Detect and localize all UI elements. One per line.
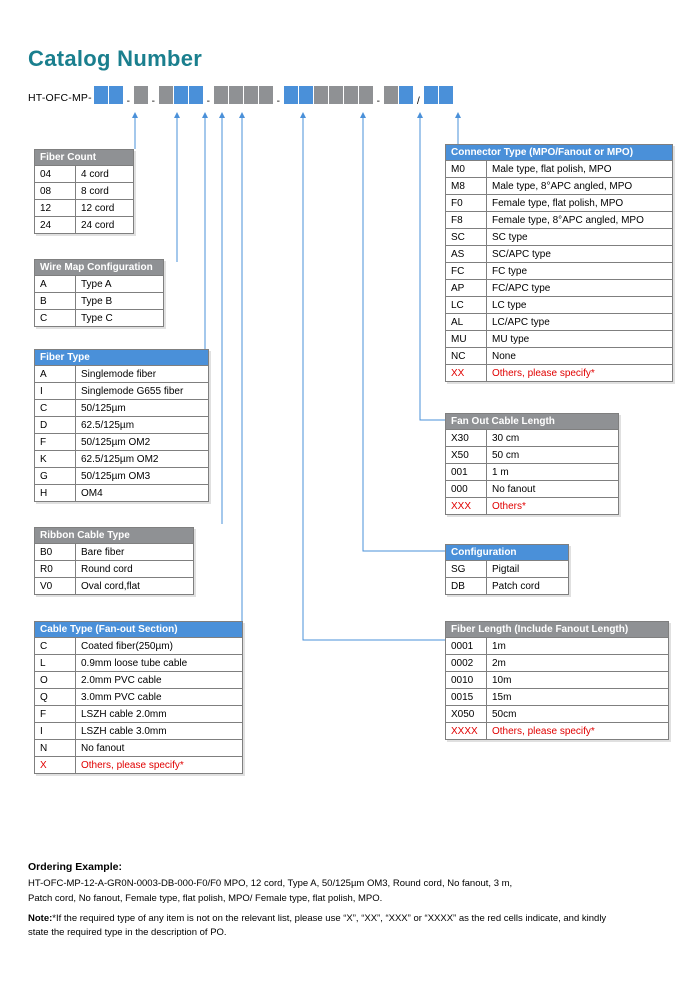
row-description: None bbox=[487, 348, 673, 365]
row-description: Type C bbox=[76, 310, 164, 327]
code-segment-7-blue bbox=[189, 86, 203, 104]
table-row bbox=[35, 166, 134, 183]
table-fiber-count bbox=[34, 149, 134, 234]
row-code: R0 bbox=[35, 561, 76, 578]
table-row bbox=[446, 689, 669, 706]
code-segment-2-dash: - bbox=[126, 95, 130, 107]
code-segment-21-gray bbox=[384, 86, 398, 104]
row-code: B bbox=[35, 293, 76, 310]
row-code: C bbox=[35, 310, 76, 327]
table-header-wire-map: Wire Map Configuration bbox=[35, 260, 164, 276]
row-description: Male type, flat polish, MPO bbox=[487, 161, 673, 178]
code-segment-13-dash: - bbox=[276, 95, 280, 107]
row-description: FC type bbox=[487, 263, 673, 280]
table-body-configuration bbox=[446, 561, 569, 595]
table-row bbox=[35, 434, 209, 451]
row-description: 3.0mm PVC cable bbox=[76, 689, 243, 706]
table-body-wire-map bbox=[35, 276, 164, 327]
row-code: I bbox=[35, 383, 76, 400]
code-segment-22-blue bbox=[399, 86, 413, 104]
table-row bbox=[446, 447, 619, 464]
row-code: F bbox=[35, 706, 76, 723]
table-body-fiber-count bbox=[35, 166, 134, 234]
row-description: 50/125µm bbox=[76, 400, 209, 417]
table-row bbox=[446, 578, 569, 595]
row-description: 50/125µm OM3 bbox=[76, 468, 209, 485]
row-code: LC bbox=[446, 297, 487, 314]
code-segment-4-dash: - bbox=[151, 95, 155, 107]
row-description: Round cord bbox=[76, 561, 194, 578]
row-description: 1m bbox=[487, 638, 669, 655]
table-row bbox=[35, 655, 243, 672]
table-row bbox=[35, 544, 194, 561]
table-row bbox=[35, 400, 209, 417]
code-segment-10-gray bbox=[229, 86, 243, 104]
code-segment-25-blue bbox=[439, 86, 453, 104]
row-description: SC type bbox=[487, 229, 673, 246]
row-description: 30 cm bbox=[487, 430, 619, 447]
note-text-1: *If the required type of any item is not on the relevant list, please use “X”, “XX”, “XXX” or “XXXX” as the red cells indicate, and kindly bbox=[52, 913, 607, 924]
row-description: 50 cm bbox=[487, 447, 619, 464]
row-code: D bbox=[35, 417, 76, 434]
table-row bbox=[446, 263, 673, 280]
row-code: F0 bbox=[446, 195, 487, 212]
table-row bbox=[35, 451, 209, 468]
row-description: 0.9mm loose tube cable bbox=[76, 655, 243, 672]
row-code: X bbox=[35, 757, 76, 774]
table-row bbox=[446, 297, 673, 314]
row-code: C bbox=[35, 400, 76, 417]
table-row bbox=[446, 561, 569, 578]
row-code: AL bbox=[446, 314, 487, 331]
code-prefix: HT-OFC-MP- bbox=[28, 92, 92, 104]
table-row bbox=[35, 468, 209, 485]
row-code: SG bbox=[446, 561, 487, 578]
row-description: LC/APC type bbox=[487, 314, 673, 331]
row-code: XXXX bbox=[446, 723, 487, 740]
row-code: NC bbox=[446, 348, 487, 365]
table-row bbox=[446, 161, 673, 178]
row-code: 000 bbox=[446, 481, 487, 498]
table-row bbox=[35, 366, 209, 383]
code-segment-6-blue bbox=[174, 86, 188, 104]
note-line-2: state the required type in the description of PO. bbox=[28, 927, 227, 938]
ordering-example-title: Ordering Example: bbox=[28, 861, 122, 873]
table-row bbox=[446, 723, 669, 740]
row-code: DB bbox=[446, 578, 487, 595]
code-segment-8-dash: - bbox=[206, 95, 210, 107]
row-code: XXX bbox=[446, 498, 487, 515]
table-row bbox=[35, 561, 194, 578]
code-segment-23-slash: / bbox=[416, 95, 420, 107]
table-body-fan-out-length bbox=[446, 430, 619, 515]
row-description: Type A bbox=[76, 276, 164, 293]
row-code: 08 bbox=[35, 183, 76, 200]
table-row bbox=[35, 689, 243, 706]
row-code: 0001 bbox=[446, 638, 487, 655]
code-segment-19-gray bbox=[359, 86, 373, 104]
table-row bbox=[35, 723, 243, 740]
row-code: H bbox=[35, 485, 76, 502]
table-row bbox=[35, 200, 134, 217]
table-row bbox=[446, 655, 669, 672]
code-segment-20-dash: - bbox=[376, 95, 380, 107]
table-row bbox=[35, 740, 243, 757]
table-row bbox=[446, 246, 673, 263]
row-code: 24 bbox=[35, 217, 76, 234]
row-code: 04 bbox=[35, 166, 76, 183]
row-description: Singlemode G655 fiber bbox=[76, 383, 209, 400]
code-segments bbox=[94, 86, 454, 111]
row-description: 50/125µm OM2 bbox=[76, 434, 209, 451]
row-description: LSZH cable 2.0mm bbox=[76, 706, 243, 723]
table-row bbox=[446, 706, 669, 723]
row-description: OM4 bbox=[76, 485, 209, 502]
row-description: Pigtail bbox=[487, 561, 569, 578]
table-body-fiber-length bbox=[446, 638, 669, 740]
table-row bbox=[35, 638, 243, 655]
code-segment-16-gray bbox=[314, 86, 328, 104]
table-row bbox=[446, 365, 673, 382]
row-code: X30 bbox=[446, 430, 487, 447]
table-row bbox=[446, 195, 673, 212]
row-description: 2m bbox=[487, 655, 669, 672]
table-header-fan-out-length: Fan Out Cable Length bbox=[446, 414, 619, 430]
row-description: Bare fiber bbox=[76, 544, 194, 561]
row-code: I bbox=[35, 723, 76, 740]
row-description: Type B bbox=[76, 293, 164, 310]
row-description: 24 cord bbox=[76, 217, 134, 234]
row-description: 4 cord bbox=[76, 166, 134, 183]
table-header-cable-type: Cable Type (Fan-out Section) bbox=[35, 622, 243, 638]
table-fiber-length bbox=[445, 621, 669, 740]
table-row bbox=[446, 280, 673, 297]
code-segment-17-gray bbox=[329, 86, 343, 104]
table-header-fiber-length: Fiber Length (Include Fanout Length) bbox=[446, 622, 669, 638]
row-code: K bbox=[35, 451, 76, 468]
row-code: V0 bbox=[35, 578, 76, 595]
row-code: MU bbox=[446, 331, 487, 348]
table-row bbox=[446, 178, 673, 195]
table-row bbox=[446, 314, 673, 331]
table-wire-map bbox=[34, 259, 164, 327]
row-code: 0015 bbox=[446, 689, 487, 706]
row-code: A bbox=[35, 276, 76, 293]
row-code: B0 bbox=[35, 544, 76, 561]
code-segment-3-gray bbox=[134, 86, 148, 104]
table-row bbox=[446, 498, 619, 515]
row-description: Others, please specify* bbox=[487, 365, 673, 382]
row-code: 12 bbox=[35, 200, 76, 217]
table-row bbox=[35, 757, 243, 774]
row-description: 8 cord bbox=[76, 183, 134, 200]
table-cable-type bbox=[34, 621, 243, 774]
row-code: 0010 bbox=[446, 672, 487, 689]
row-description: LC type bbox=[487, 297, 673, 314]
row-description: FC/APC type bbox=[487, 280, 673, 297]
table-row bbox=[35, 310, 164, 327]
ordering-example-line-1: HT-OFC-MP-12-A-GR0N-0003-DB-000-F0/F0 MPO, 12 cord, Type A, 50/125µm OM3, Round cord, No fanout, 3 m, bbox=[28, 878, 513, 889]
table-row bbox=[35, 706, 243, 723]
code-segment-18-gray bbox=[344, 86, 358, 104]
table-header-connector-type: Connector Type (MPO/Fanout or MPO) bbox=[446, 145, 673, 161]
code-segment-11-gray bbox=[244, 86, 258, 104]
row-description: 10m bbox=[487, 672, 669, 689]
note-line-1 bbox=[28, 912, 606, 926]
row-code: XX bbox=[446, 365, 487, 382]
table-body-fiber-type bbox=[35, 366, 209, 502]
row-code: F bbox=[35, 434, 76, 451]
row-description: Female type, flat polish, MPO bbox=[487, 195, 673, 212]
code-segment-14-blue bbox=[284, 86, 298, 104]
row-code: C bbox=[35, 638, 76, 655]
table-row bbox=[446, 229, 673, 246]
row-description: Others* bbox=[487, 498, 619, 515]
row-code: X050 bbox=[446, 706, 487, 723]
row-code: N bbox=[35, 740, 76, 757]
row-code: 001 bbox=[446, 464, 487, 481]
code-segment-5-gray bbox=[159, 86, 173, 104]
row-code: AP bbox=[446, 280, 487, 297]
table-row bbox=[446, 348, 673, 365]
table-row bbox=[446, 430, 619, 447]
code-segment-15-blue bbox=[299, 86, 313, 104]
table-row bbox=[35, 293, 164, 310]
table-row bbox=[446, 672, 669, 689]
row-description: 1 m bbox=[487, 464, 619, 481]
row-code: M0 bbox=[446, 161, 487, 178]
table-row bbox=[446, 464, 619, 481]
table-fiber-type bbox=[34, 349, 209, 502]
row-description: 2.0mm PVC cable bbox=[76, 672, 243, 689]
table-row bbox=[446, 481, 619, 498]
table-row bbox=[35, 183, 134, 200]
table-header-ribbon-cable-type: Ribbon Cable Type bbox=[35, 528, 194, 544]
row-description: MU type bbox=[487, 331, 673, 348]
row-code: G bbox=[35, 468, 76, 485]
row-code: L bbox=[35, 655, 76, 672]
code-segment-1-blue bbox=[109, 86, 123, 104]
code-segment-0-blue bbox=[94, 86, 108, 104]
table-connector-type bbox=[445, 144, 673, 382]
table-configuration bbox=[445, 544, 569, 595]
row-description: Coated fiber(250µm) bbox=[76, 638, 243, 655]
table-body-cable-type bbox=[35, 638, 243, 774]
row-description: SC/APC type bbox=[487, 246, 673, 263]
row-description: 15m bbox=[487, 689, 669, 706]
code-segment-12-gray bbox=[259, 86, 273, 104]
table-header-configuration: Configuration bbox=[446, 545, 569, 561]
table-row bbox=[35, 578, 194, 595]
row-description: Oval cord,flat bbox=[76, 578, 194, 595]
table-body-ribbon-cable-type bbox=[35, 544, 194, 595]
table-fan-out-length bbox=[445, 413, 619, 515]
table-row bbox=[35, 485, 209, 502]
table-row bbox=[35, 672, 243, 689]
table-row bbox=[35, 217, 134, 234]
row-description: Female type, 8°APC angled, MPO bbox=[487, 212, 673, 229]
note-label: Note: bbox=[28, 913, 53, 924]
row-description: 12 cord bbox=[76, 200, 134, 217]
row-description: Male type, 8°APC angled, MPO bbox=[487, 178, 673, 195]
row-code: O bbox=[35, 672, 76, 689]
code-segment-9-gray bbox=[214, 86, 228, 104]
table-row bbox=[35, 276, 164, 293]
row-description: 62.5/125µm OM2 bbox=[76, 451, 209, 468]
table-row bbox=[446, 331, 673, 348]
row-code: FC bbox=[446, 263, 487, 280]
row-description: 62.5/125µm bbox=[76, 417, 209, 434]
row-code: X50 bbox=[446, 447, 487, 464]
catalog-code-bar bbox=[28, 88, 454, 108]
ordering-example-line-2: Patch cord, No fanout, Female type, flat polish, MPO/ Female type, flat polish, MPO. bbox=[28, 893, 383, 904]
table-header-fiber-type: Fiber Type bbox=[35, 350, 209, 366]
row-code: AS bbox=[446, 246, 487, 263]
table-header-fiber-count: Fiber Count bbox=[35, 150, 134, 166]
table-row bbox=[35, 417, 209, 434]
row-code: F8 bbox=[446, 212, 487, 229]
row-description: 50cm bbox=[487, 706, 669, 723]
row-code: A bbox=[35, 366, 76, 383]
table-row bbox=[35, 383, 209, 400]
row-description: No fanout bbox=[76, 740, 243, 757]
row-code: M8 bbox=[446, 178, 487, 195]
row-description: Others, please specify* bbox=[76, 757, 243, 774]
table-row bbox=[446, 212, 673, 229]
row-code: Q bbox=[35, 689, 76, 706]
row-code: SC bbox=[446, 229, 487, 246]
row-code: 0002 bbox=[446, 655, 487, 672]
row-description: LSZH cable 3.0mm bbox=[76, 723, 243, 740]
row-description: No fanout bbox=[487, 481, 619, 498]
row-description: Patch cord bbox=[487, 578, 569, 595]
row-description: Singlemode fiber bbox=[76, 366, 209, 383]
code-segment-24-blue bbox=[424, 86, 438, 104]
table-body-connector-type bbox=[446, 161, 673, 382]
table-row bbox=[446, 638, 669, 655]
page-title: Catalog Number bbox=[28, 46, 203, 71]
table-ribbon-cable-type bbox=[34, 527, 194, 595]
row-description: Others, please specify* bbox=[487, 723, 669, 740]
